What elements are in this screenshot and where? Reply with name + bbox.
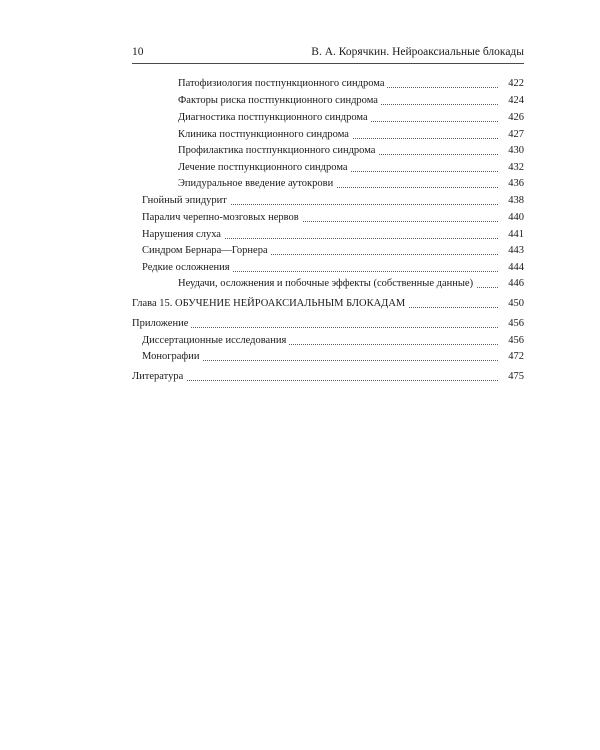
toc-entry-page: 438 bbox=[500, 194, 524, 208]
toc-entry-title: Факторы риска постпункционного синдрома bbox=[178, 94, 381, 108]
toc-entry bbox=[142, 228, 524, 242]
toc-entry-page: 430 bbox=[500, 144, 524, 158]
toc-entry-page: 427 bbox=[500, 128, 524, 142]
toc-entry-page: 446 bbox=[500, 277, 524, 291]
toc-entry-page: 456 bbox=[500, 334, 524, 348]
toc-entry-page: 444 bbox=[500, 261, 524, 275]
toc-entry-page: 472 bbox=[500, 350, 524, 364]
toc-entry-title: Синдром Бернара—Горнера bbox=[142, 244, 271, 258]
toc-entry-title: Нарушения слуха bbox=[142, 228, 224, 242]
dot-leader bbox=[132, 380, 498, 381]
toc-entry-page: 422 bbox=[500, 77, 524, 91]
toc-entry bbox=[178, 177, 524, 191]
page-number: 10 bbox=[132, 46, 144, 58]
toc-entry bbox=[142, 261, 524, 275]
toc-entry-page: 426 bbox=[500, 111, 524, 125]
toc-entry bbox=[132, 297, 524, 311]
toc-entry-page: 443 bbox=[500, 244, 524, 258]
toc-entry-title: Глава 15. ОБУЧЕНИЕ НЕЙРОАКСИАЛЬНЫМ БЛОКАДАМ bbox=[132, 297, 408, 311]
toc-entry-title: Литература bbox=[132, 370, 186, 384]
toc-entry bbox=[132, 370, 524, 384]
toc-entry-page: 424 bbox=[500, 94, 524, 108]
toc-entry bbox=[178, 277, 524, 291]
toc-entry-title: Диссертационные исследования bbox=[142, 334, 289, 348]
toc-entry bbox=[178, 161, 524, 175]
toc-entry-page: 475 bbox=[500, 370, 524, 384]
toc-entry-title: Редкие осложнения bbox=[142, 261, 233, 275]
toc-entry-title: Приложение bbox=[132, 317, 191, 331]
toc-entry bbox=[142, 334, 524, 348]
toc-entry-title: Профилактика постпункционного синдрома bbox=[178, 144, 378, 158]
toc-entry-title: Лечение постпункционного синдрома bbox=[178, 161, 351, 175]
running-title: В. А. Корячкин. Нейроаксиальные блокады bbox=[311, 46, 524, 58]
toc-entry bbox=[142, 350, 524, 364]
toc-entry-title: Эпидуральное введение аутокрови bbox=[178, 177, 336, 191]
toc-entry-page: 436 bbox=[500, 177, 524, 191]
toc-entry-page: 441 bbox=[500, 228, 524, 242]
toc-entry bbox=[178, 94, 524, 108]
toc-entry-title: Патофизиология постпункционного синдрома bbox=[178, 77, 387, 91]
toc-entry-title: Паралич черепно-мозговых нервов bbox=[142, 211, 302, 225]
toc-entry-title: Монографии bbox=[142, 350, 202, 364]
toc-entry-page: 440 bbox=[500, 211, 524, 225]
toc-entry-title: Гнойный эпидурит bbox=[142, 194, 230, 208]
toc-entry bbox=[178, 144, 524, 158]
toc-entry-title: Неудачи, осложнения и побочные эффекты (собственные данные) bbox=[178, 277, 476, 291]
toc-entry bbox=[142, 194, 524, 208]
toc-entry bbox=[178, 77, 524, 91]
toc-entry bbox=[142, 211, 524, 225]
toc-entry bbox=[178, 111, 524, 125]
toc-entry-page: 432 bbox=[500, 161, 524, 175]
toc-entry bbox=[132, 317, 524, 331]
toc-entry-title: Клиника постпункционного синдрома bbox=[178, 128, 352, 142]
toc-entry-page: 456 bbox=[500, 317, 524, 331]
toc-entry-title: Диагностика постпункционного синдрома bbox=[178, 111, 371, 125]
toc-entry bbox=[178, 128, 524, 142]
toc-entry bbox=[142, 244, 524, 258]
toc-entry-page: 450 bbox=[500, 297, 524, 311]
